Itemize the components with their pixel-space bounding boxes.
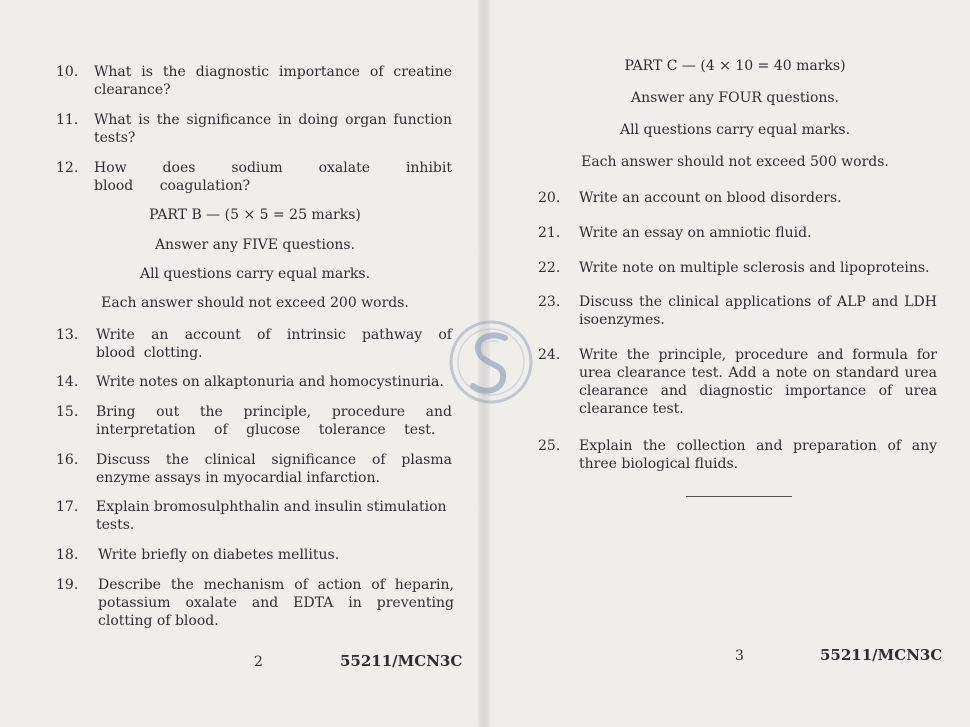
question-number: 16. <box>56 452 79 468</box>
question-text: Bring out the principle, procedure and interpretation of glucose tolerance test. <box>96 404 452 438</box>
question-number: 25. <box>538 438 561 454</box>
part-b-instruction: All questions carry equal marks. <box>139 266 371 282</box>
question-number: 15. <box>56 404 79 420</box>
question-text: What is the significance in doing organ function tests? <box>94 112 452 146</box>
question-text: How does sodium oxalate inhibit blood coagulation? <box>94 160 452 194</box>
question-number: 20. <box>538 190 561 206</box>
question-number: 11. <box>56 112 79 128</box>
question-text: Write the principle, procedure and formula for urea clearance test. Add a note on standard urea clearance and diagnostic importance of urea clearance test. <box>579 347 937 417</box>
question-number: 22. <box>538 260 561 276</box>
question-text: Write note on multiple sclerosis and lipoproteins. <box>579 260 930 276</box>
paper-code: 55211/MCN3C <box>340 652 463 670</box>
page-number: 2 <box>254 654 263 670</box>
question-text: Write briefly on diabetes mellitus. <box>98 547 340 563</box>
question-number: 23. <box>538 294 561 310</box>
part-c-heading: PART C — (4 × 10 = 40 marks) <box>624 58 846 74</box>
question-text: Discuss the clinical significance of plasma enzyme assays in myocardial infarction. <box>96 452 452 486</box>
end-rule <box>686 496 792 497</box>
question-number: 18. <box>56 547 79 563</box>
s-logo-watermark-icon <box>447 312 535 412</box>
question-text: Describe the mechanism of action of heparin, potassium oxalate and EDTA in preventing clotting of blood. <box>98 577 454 629</box>
page-number: 3 <box>735 648 744 664</box>
question-text: Write notes on alkaptonuria and homocystinuria. <box>96 374 444 390</box>
question-text: Explain bromosulphthalin and insulin stimulation tests. <box>96 499 447 533</box>
question-number: 14. <box>56 374 79 390</box>
question-number: 19. <box>56 577 79 593</box>
question-number: 12. <box>56 160 79 176</box>
part-b-heading: PART B — (5 × 5 = 25 marks) <box>149 207 361 223</box>
question-number: 10. <box>56 64 79 80</box>
question-text: Explain the collection and preparation of any three biological fluids. <box>579 438 937 472</box>
question-text: Discuss the clinical applications of ALP and LDH isoenzymes. <box>579 294 937 328</box>
question-text: Write an account on blood disorders. <box>579 190 842 206</box>
part-c-instruction: Each answer should not exceed 500 words. <box>581 154 889 170</box>
question-text: Write an essay on amniotic fluid. <box>579 225 812 241</box>
part-b-instruction: Answer any FIVE questions. <box>154 237 356 253</box>
question-number: 21. <box>538 225 561 241</box>
question-text: What is the diagnostic importance of creatine clearance? <box>94 64 452 98</box>
question-number: 13. <box>56 327 79 343</box>
question-number: 17. <box>56 499 79 515</box>
part-b-instruction: Each answer should not exceed 200 words. <box>101 295 409 311</box>
question-number: 24. <box>538 347 561 363</box>
part-c-instruction: Answer any FOUR questions. <box>630 90 840 106</box>
paper-code: 55211/MCN3C <box>820 646 943 664</box>
part-c-instruction: All questions carry equal marks. <box>619 122 851 138</box>
question-text: Write an account of intrinsic pathway of blood clotting. <box>96 327 452 361</box>
